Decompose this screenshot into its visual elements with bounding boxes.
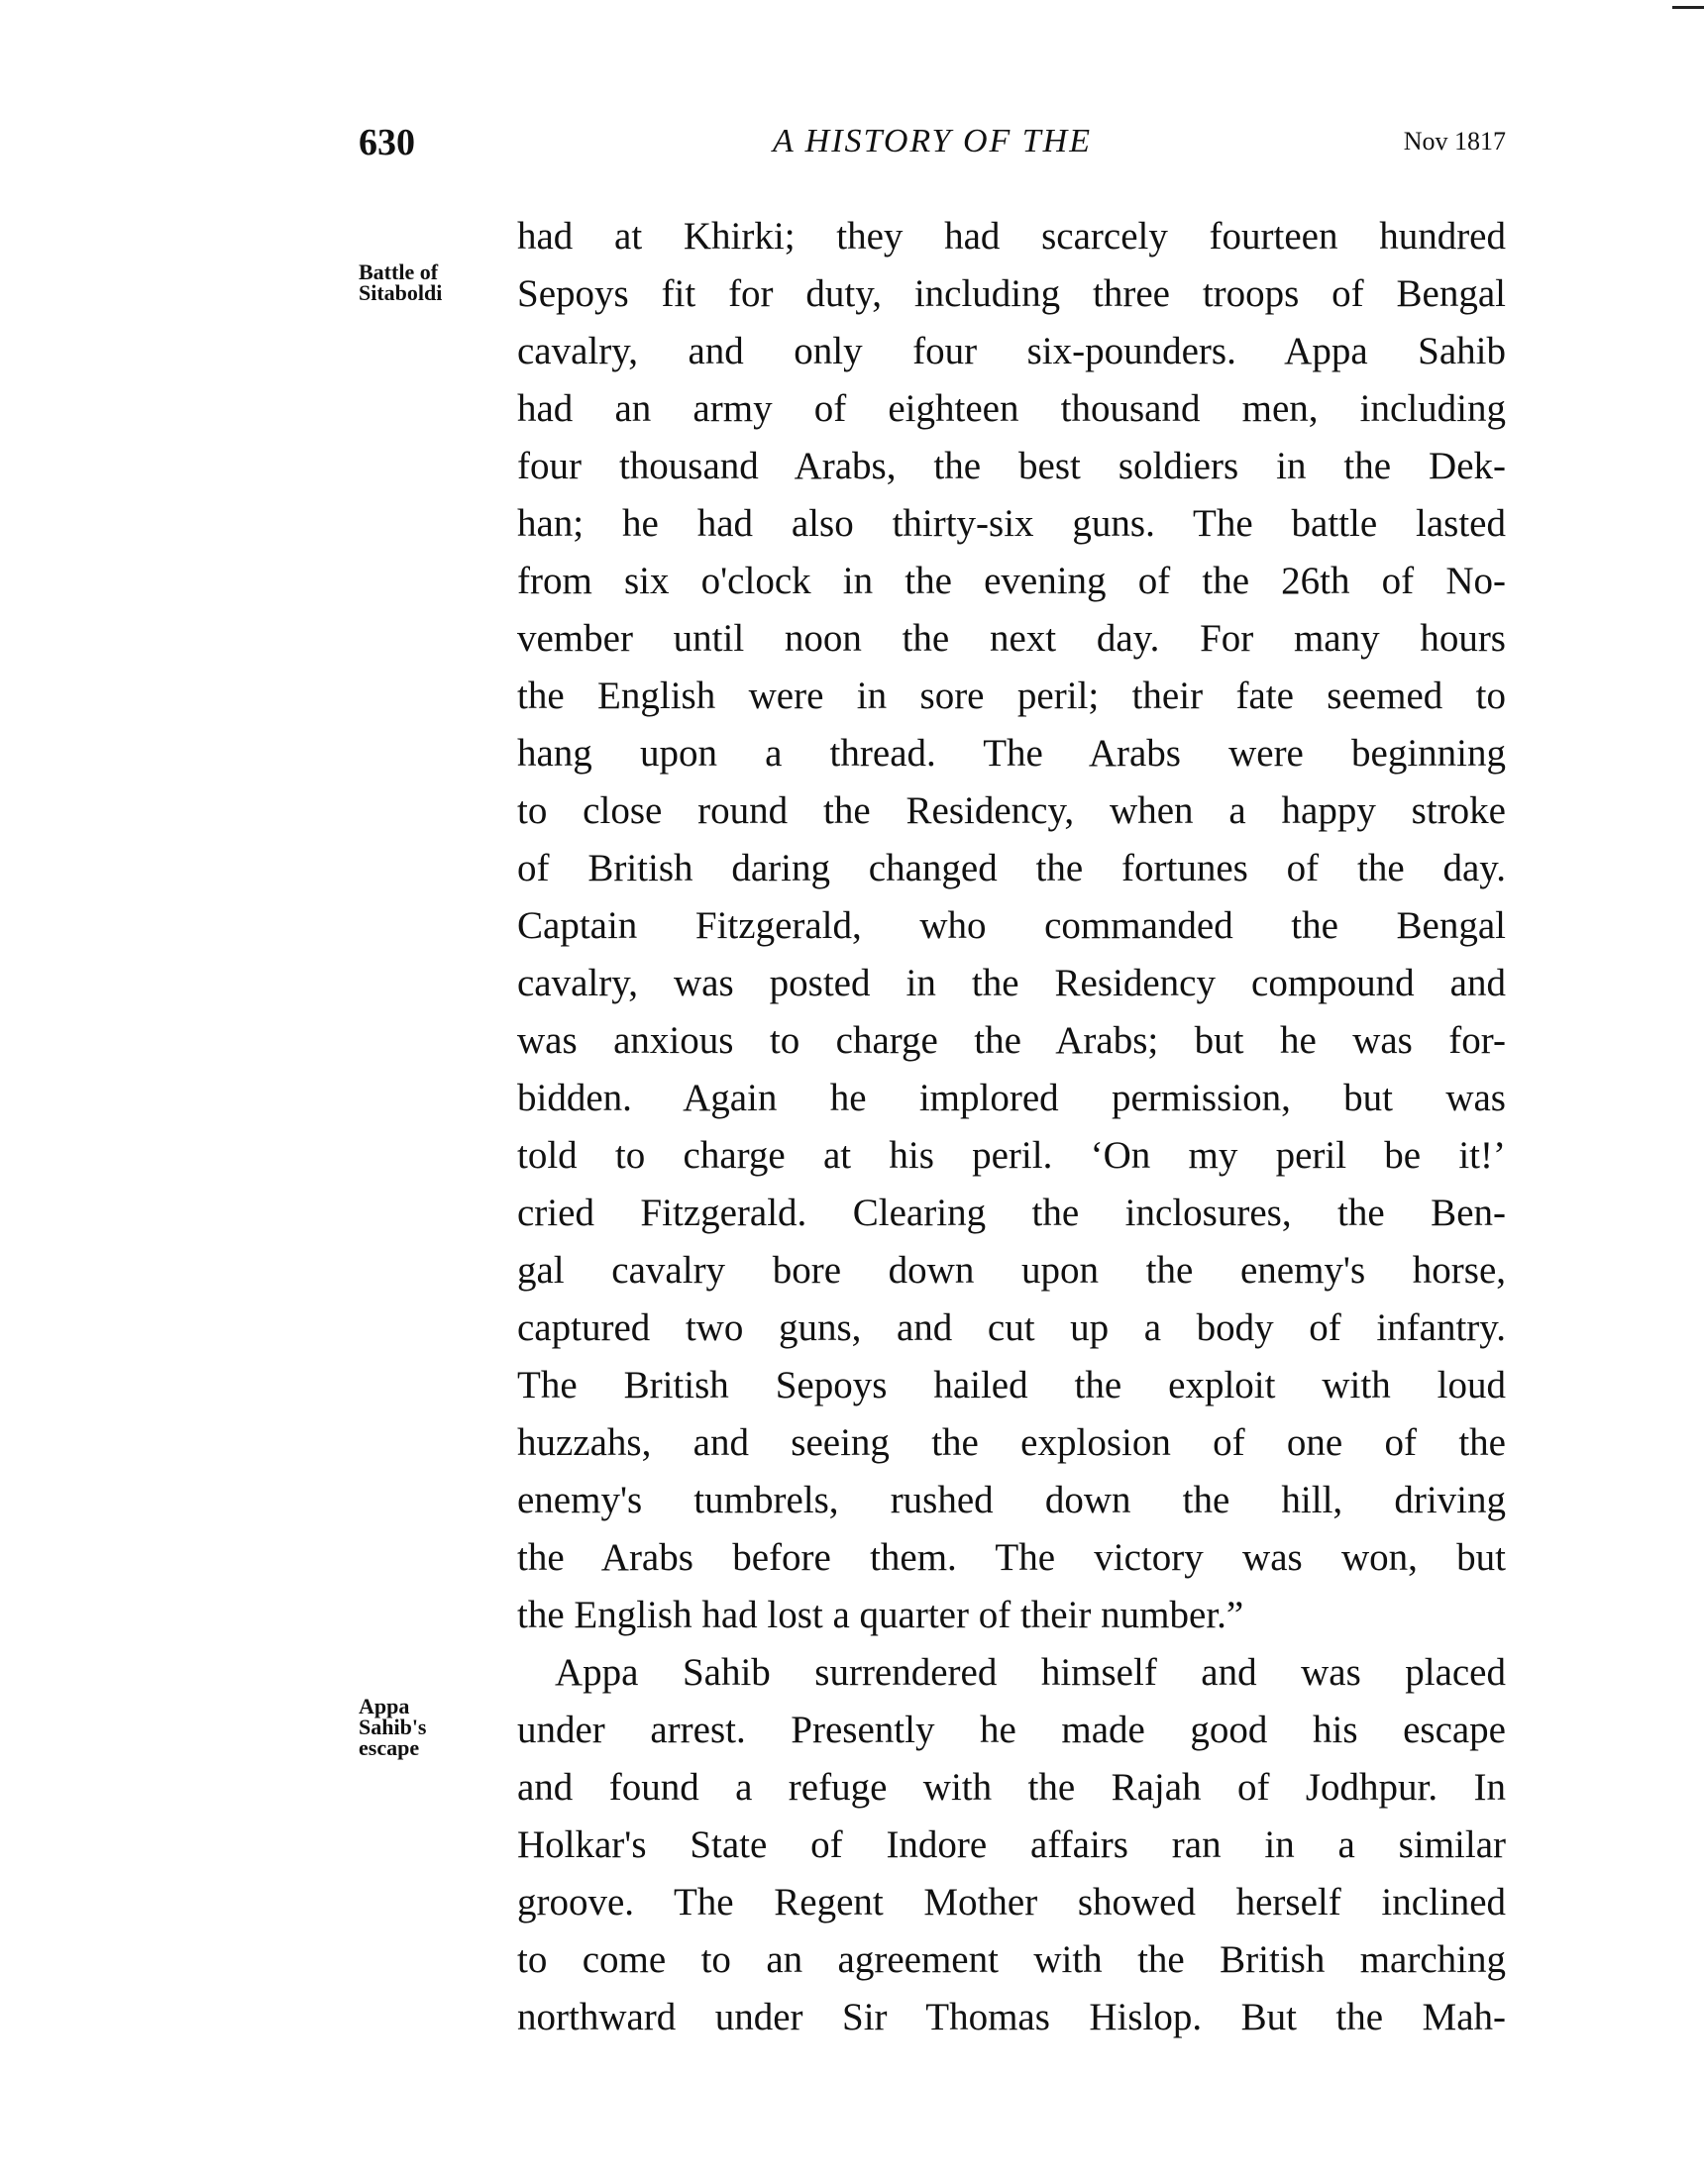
margin-note-line: Sahib's: [359, 1715, 427, 1739]
text-line: to close round the Residency, when a happy stroke: [517, 789, 1506, 832]
page-edge-mark: [1672, 6, 1704, 9]
text-line: groove. The Regent Mother showed herself inclined: [517, 1881, 1506, 1924]
text-line: gal cavalry bore down upon the enemy's horse,: [517, 1249, 1506, 1292]
text-line: enemy's tumbrels, rushed down the hill, driving: [517, 1479, 1506, 1521]
text-line: had an army of eighteen thousand men, including: [517, 387, 1506, 430]
text-line: four thousand Arabs, the best soldiers in the Dek-: [517, 445, 1506, 487]
margin-note-escape: [359, 1696, 427, 1758]
running-title: A HISTORY OF THE: [773, 123, 1092, 159]
margin-note-battle: [359, 261, 442, 303]
text-line: han; he had also thirty-six guns. The battle lasted: [517, 502, 1506, 545]
text-line: and found a refuge with the Rajah of Jodhpur. In: [517, 1766, 1506, 1809]
margin-note-line: Appa: [359, 1694, 410, 1718]
text-line: the English had lost a quarter of their number.”: [517, 1594, 1244, 1636]
running-head: [359, 121, 1506, 170]
text-line: of British daring changed the fortunes of the day.: [517, 847, 1506, 889]
margin-note-line: Battle of: [359, 260, 439, 284]
text-line: cavalry, was posted in the Residency compound and: [517, 962, 1506, 1004]
text-line: huzzahs, and seeing the explosion of one of the: [517, 1421, 1506, 1464]
text-line: captured two guns, and cut up a body of infantry.: [517, 1306, 1506, 1349]
text-line: cavalry, and only four six-pounders. Appa Sahib: [517, 330, 1506, 372]
text-line: The British Sepoys hailed the exploit with loud: [517, 1364, 1506, 1406]
text-line: Appa Sahib surrendered himself and was placed: [555, 1651, 1506, 1694]
text-line: Holkar's State of Indore affairs ran in a similar: [517, 1823, 1506, 1866]
running-date: Nov 1817: [1403, 127, 1506, 156]
text-line: Captain Fitzgerald, who commanded the Bengal: [517, 904, 1506, 947]
text-line: the English were in sore peril; their fate seemed to: [517, 675, 1506, 717]
text-line: had at Khirki; they had scarcely fourteen hundred: [517, 215, 1506, 258]
text-line: to come to an agreement with the British marching: [517, 1938, 1506, 1981]
body-text: [517, 208, 1506, 2046]
text-line: under arrest. Presently he made good his escape: [517, 1709, 1506, 1751]
text-line: from six o'clock in the evening of the 26th of No-: [517, 560, 1506, 602]
text-line: bidden. Again he implored permission, but was: [517, 1077, 1506, 1119]
text-line: hang upon a thread. The Arabs were beginning: [517, 732, 1506, 775]
margin-note-line: Sitaboldi: [359, 280, 443, 305]
text-line: vember until noon the next day. For many hours: [517, 617, 1506, 660]
text-line: Sepoys fit for duty, including three troops of Bengal: [517, 272, 1506, 315]
text-line: cried Fitzgerald. Clearing the inclosures, the Ben-: [517, 1192, 1506, 1234]
text-line: northward under Sir Thomas Hislop. But the Mah-: [517, 1996, 1506, 2038]
margin-note-line: escape: [359, 1735, 420, 1760]
text-line: the Arabs before them. The victory was won, but: [517, 1536, 1506, 1579]
text-line: told to charge at his peril. ‘On my peril be it!’: [517, 1134, 1506, 1177]
text-line: was anxious to charge the Arabs; but he was for-: [517, 1019, 1506, 1062]
page-number: 630: [359, 122, 415, 163]
